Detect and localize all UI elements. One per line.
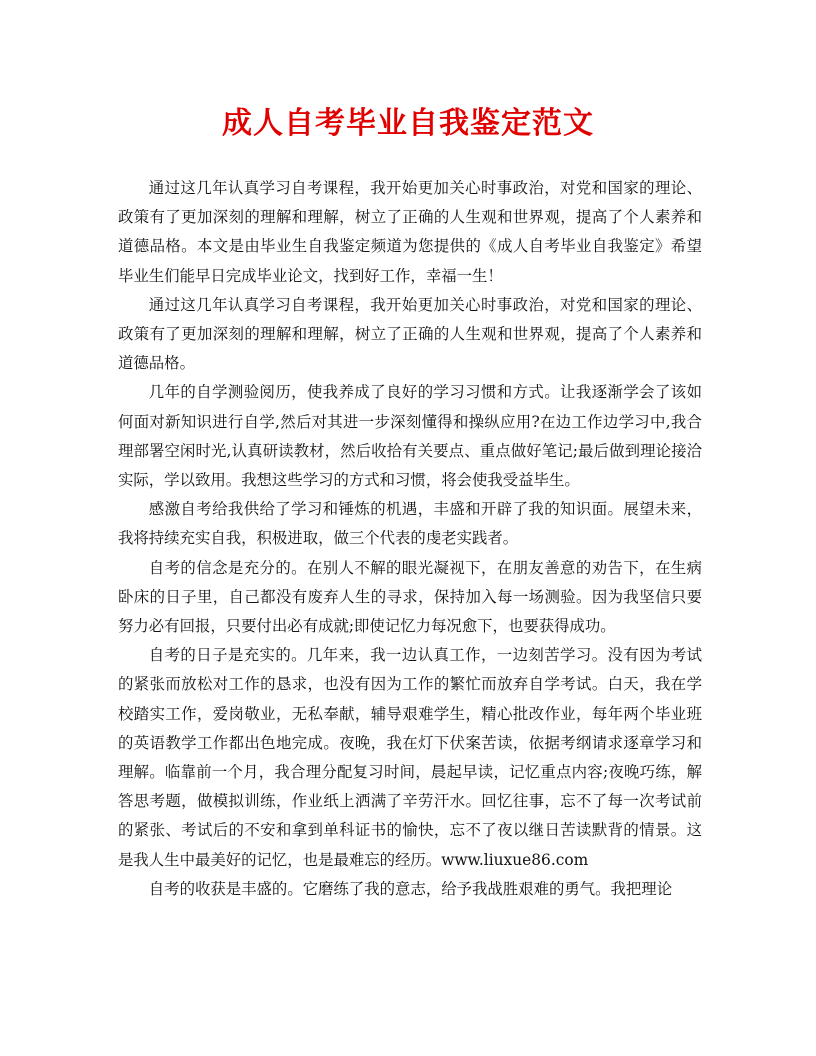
- paragraph-7: 自考的收获是丰盛的。它磨练了我的意志，给予我战胜艰难的勇气。我把理论: [148, 879, 673, 898]
- paragraph-5: 自考的信念是充分的。在别人不解的眼光凝视下，在朋友善意的劝告下，在生病卧床的日子里，自己都没有废弃人生的寻求，保持加入每一场测验。因为我坚信只要努力必有回报，只要付出必有成就;即使记忆力每况愈下，也要获得成功。: [118, 558, 702, 636]
- page-title: 成人自考毕业自我鉴定范文: [222, 106, 594, 141]
- paragraph-2: 通过这几年认真学习自考课程，我开始更加关心时事政治，对党和国家的理论、政策有了更加深刻的理解和理解，树立了正确的人生观和世界观，提高了个人素养和道德品格。: [118, 295, 702, 373]
- paragraph-6: 自考的日子是充实的。几年来，我一边认真工作，一边刻苦学习。没有因为考试的紧张而放松对工作的恳求，也没有因为工作的繁忙而放弃自学考试。白天，我在学校踏实工作，爱岗敬业，无私奉献，辅导艰难学生，精心批改作业，每年两个毕业班的英语教学工作都出色地完成。夜晚，我在灯下伏案苦读，依据考纲请求逐章学习和理解。临靠前一个月，我合理分配复习时间，晨起早读，记忆重点内容;夜晚巧练，解答思考题，做模拟训练，作业纸上洒满了辛劳汗水。回忆往事，忘不了每一次考试前的紧张、考试后的不安和拿到单科证书的愉快，忘不了夜以继日苦读默背的情景。这是我人生中最美好的记忆，也是最难忘的经历。www.liuxue86.com: [118, 646, 702, 869]
- paragraph-4: 感激自考给我供给了学习和锤炼的机遇，丰盛和开辟了我的知识面。展望未来，我将持续充实自我，积极进取，做三个代表的虔老实践者。: [118, 500, 702, 548]
- paragraph-1: 通过这几年认真学习自考课程，我开始更加关心时事政治，对党和国家的理论、政策有了更加深刻的理解和理解，树立了正确的人生观和世界观，提高了个人素养和道德品格。本文是由毕业生自我鉴定频道为您提供的《成人自考毕业自我鉴定》希望毕业生们能早日完成毕业论文，找到好工作，幸福一生！: [118, 179, 702, 285]
- paragraph-3: 几年的自学测验阅历，使我养成了良好的学习习惯和方式。让我逐渐学会了该如何面对新知识进行自学,然后对其进一步深刻懂得和操纵应用?在边工作边学习中,我合理部署空闲时光,认真研读教材，然后收拾有关要点、重点做好笔记;最后做到理论接洽实际，学以致用。我想这些学习的方式和习惯，将会使我受益毕生。: [118, 383, 702, 490]
- document-body: [118, 174, 702, 904]
